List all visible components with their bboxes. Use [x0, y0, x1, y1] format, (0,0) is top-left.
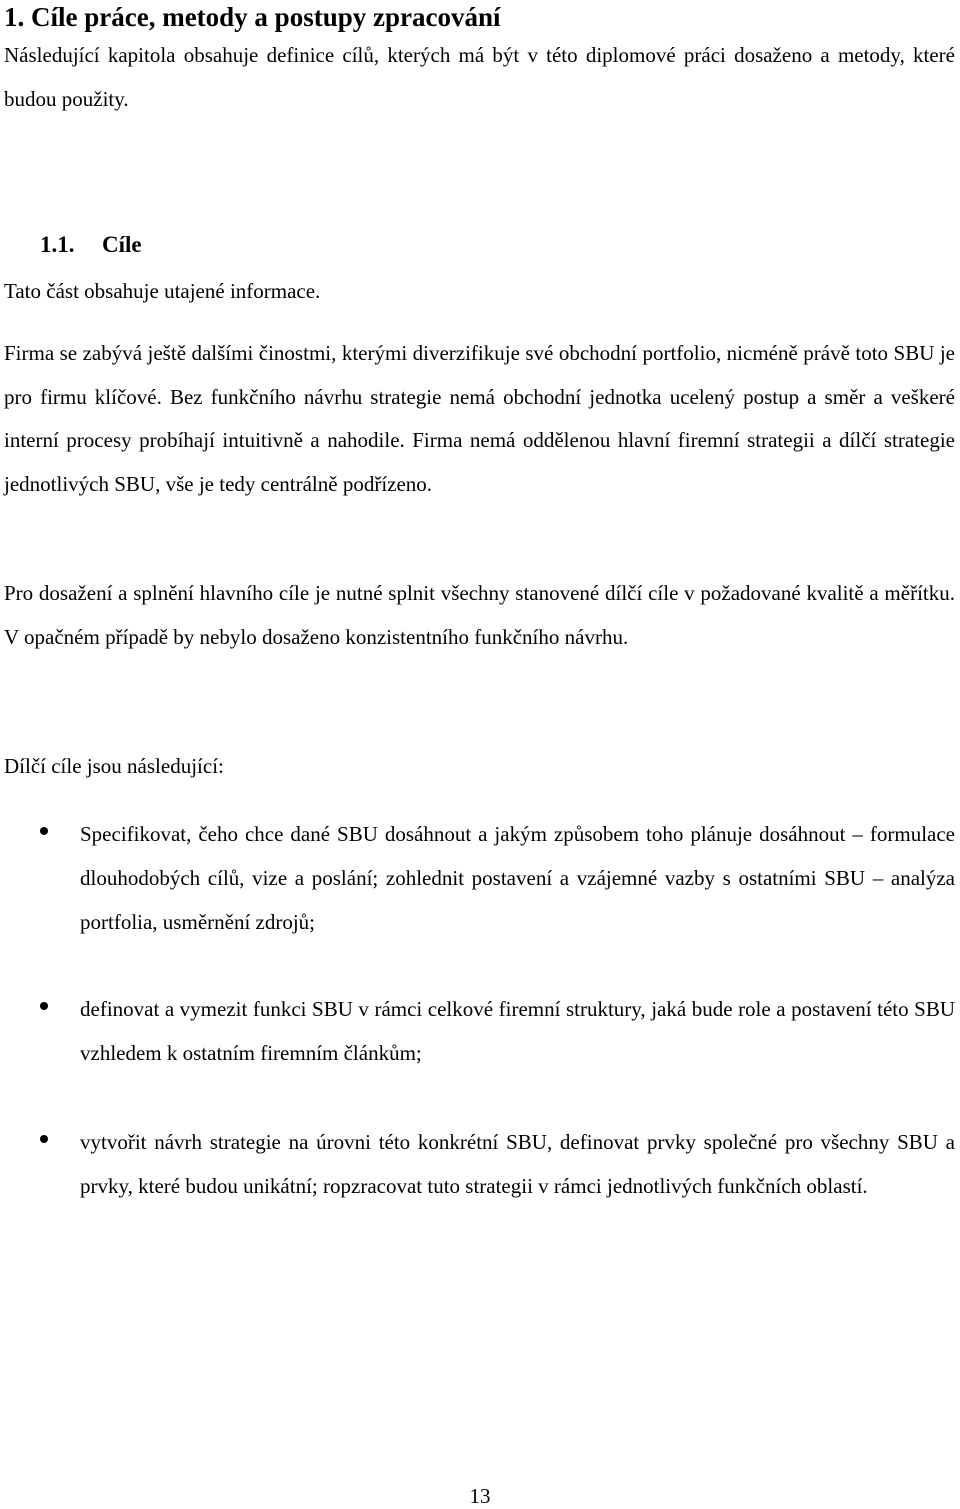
bullet-icon	[40, 827, 48, 835]
bullet-icon	[40, 1135, 48, 1143]
section-heading	[40, 228, 142, 262]
intro-paragraph: Následující kapitola obsahuje definice cílů, kterých má být v této diplomové práci dosaženo a metody, které budou použity.	[4, 43, 955, 111]
bullet-icon	[40, 1002, 48, 1010]
subgoals-label: Dílčí cíle jsou následující:	[4, 754, 224, 778]
confidential-paragraph: Tato část obsahuje utajené informace.	[4, 279, 321, 303]
list-item-text: definovat a vymezit funkci SBU v rámci celkové firemní struktury, jaká bude role a postavení této SBU vzhledem k ostatním firemním článkům;	[80, 997, 955, 1065]
section-title: Cíle	[102, 232, 142, 257]
list-item-text: Specifikovat, čeho chce dané SBU dosáhnout a jakým způsobem toho plánuje dosáhnout – formulace dlouhodobých cílů, vize a poslání; zohlednit postavení a vzájemné vazby s ostatními SBU – analýza portfolia, usměrnění zdrojů;	[80, 822, 955, 934]
goal-paragraph: Pro dosažení a splnění hlavního cíle je nutné splnit všechny stanovené dílčí cíle v požadované kvalitě a měřítku. V opačném případě by nebylo dosaženo konzistentního funkčního návrhu.	[4, 581, 955, 649]
page-number: 13	[469, 1484, 491, 1508]
chapter-heading: 1. Cíle práce, metody a postupy zpracování	[4, 2, 501, 32]
list-item-text: vytvořit návrh strategie na úrovni této konkrétní SBU, definovat prvky společné pro všechny SBU a prvky, které budou unikátní; ropzracovat tuto strategii v rámci jednotlivých funkčních oblastí.	[80, 1130, 955, 1198]
firm-paragraph: Firma se zabývá ještě dalšími činostmi, kterými diverzifikuje své obchodní portfolio, nicméně právě toto SBU je pro firmu klíčové. Bez funkčního návrhu strategie nemá obchodní jednotka ucelený postup a směr a veškeré interní procesy probíhají intuitivně a nahodile. Firma nemá oddělenou hlavní firemní strategii a dílčí strategie jednotlivých SBU, vše je tedy centrálně podřízeno.	[4, 341, 955, 496]
section-number: 1.1.	[40, 232, 75, 257]
